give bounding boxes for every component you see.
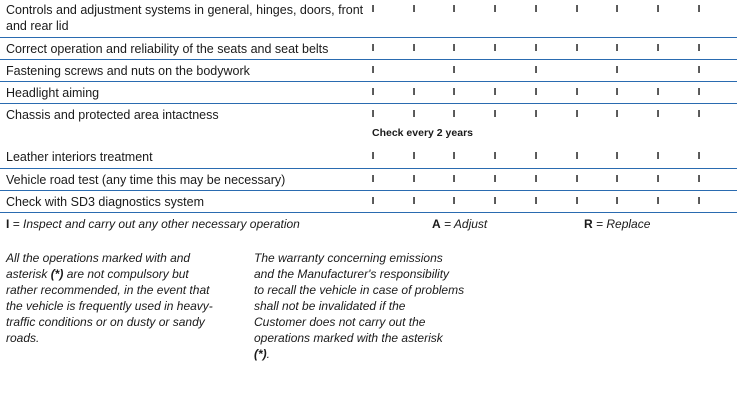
schedule-row-label: Check with SD3 diagnostics system — [6, 195, 204, 209]
interval-mark: I — [697, 174, 701, 185]
interval-mark: I — [656, 4, 660, 15]
interval-mark: I — [575, 196, 579, 207]
interval-mark: I — [371, 109, 375, 120]
interval-mark: I — [493, 87, 497, 98]
interval-mark: I — [452, 65, 456, 76]
schedule-row — [0, 146, 737, 169]
schedule-row — [0, 82, 737, 104]
interval-mark: I — [697, 109, 701, 120]
interval-mark: I — [534, 196, 538, 207]
interval-mark: I — [615, 174, 619, 185]
interval-mark: I — [656, 109, 660, 120]
interval-mark: I — [534, 151, 538, 162]
interval-mark: I — [615, 65, 619, 76]
legend-inspect-key: I — [6, 217, 10, 231]
schedule-row-label: Fastening screws and nuts on the bodywork — [6, 64, 250, 78]
interval-mark: I — [656, 87, 660, 98]
interval-mark: I — [452, 196, 456, 207]
legend-adjust — [432, 216, 487, 232]
interval-mark: I — [371, 43, 375, 54]
interval-mark: I — [412, 174, 416, 185]
interval-mark: I — [575, 174, 579, 185]
schedule-row — [0, 0, 737, 38]
interval-mark: I — [412, 43, 416, 54]
interval-mark: I — [615, 151, 619, 162]
schedule-row-label: Chassis and protected area intactness — [6, 108, 219, 122]
interval-mark: I — [575, 4, 579, 15]
interval-mark: I — [697, 4, 701, 15]
schedule-row-label: Leather interiors treatment — [6, 150, 153, 164]
interval-mark: I — [452, 87, 456, 98]
legend-adjust-key: A — [432, 217, 441, 231]
schedule-row — [0, 60, 737, 82]
schedule-row — [0, 38, 737, 60]
interval-mark: I — [697, 151, 701, 162]
interval-mark: I — [615, 109, 619, 120]
interval-mark: I — [697, 43, 701, 54]
legend-replace-key: R — [584, 217, 593, 231]
interval-mark: I — [575, 109, 579, 120]
interval-mark: I — [534, 109, 538, 120]
interval-mark: I — [371, 4, 375, 15]
interval-mark: I — [534, 4, 538, 15]
interval-mark: I — [412, 151, 416, 162]
schedule-row-label: Correct operation and reliability of the seats and seat belts — [6, 42, 329, 56]
schedule-row — [0, 104, 737, 146]
footnote-right: The warranty concerning emissions and the Manufacturer's responsibility to recall the vehicle in case of problems shall not be invalidated if the Customer does not carry out the operations marked with the asterisk (*). — [254, 251, 465, 361]
interval-mark: I — [575, 151, 579, 162]
interval-mark: I — [656, 43, 660, 54]
interval-mark: I — [575, 87, 579, 98]
interval-mark: I — [615, 196, 619, 207]
interval-mark: I — [412, 87, 416, 98]
interval-mark: I — [412, 109, 416, 120]
schedule-row-label: Controls and adjustment systems in general, hinges, doors, front and rear lid — [6, 3, 364, 33]
interval-mark: I — [452, 4, 456, 15]
legend-adjust-text: = Adjust — [440, 217, 488, 231]
interval-mark: I — [534, 43, 538, 54]
legend-inspect — [6, 216, 300, 232]
legend-replace — [584, 216, 650, 232]
schedule-row-label: Headlight aiming — [6, 86, 100, 100]
interval-mark: I — [615, 43, 619, 54]
interval-mark: I — [452, 151, 456, 162]
interval-mark: I — [493, 196, 497, 207]
interval-mark: I — [534, 65, 538, 76]
interval-mark: I — [697, 87, 701, 98]
legend-replace-text: = Replace — [592, 217, 651, 231]
interval-mark: I — [615, 4, 619, 15]
interval-mark: I — [656, 174, 660, 185]
interval-mark: I — [656, 151, 660, 162]
interval-mark: I — [371, 174, 375, 185]
footnote-left: All the operations marked with and asterisk (*) are not compulsory but rather recommended, in the event that the vehicle is frequently used in heavy- traffic conditions or on dusty or sandy roads. — [6, 251, 213, 345]
interval-mark: I — [493, 109, 497, 120]
interval-mark: I — [371, 87, 375, 98]
schedule-row — [0, 191, 737, 213]
interval-mark: I — [493, 174, 497, 185]
check-every-2-years-note: Check every 2 years — [372, 127, 473, 139]
interval-mark: I — [697, 196, 701, 207]
interval-mark: I — [371, 65, 375, 76]
interval-mark: I — [412, 4, 416, 15]
interval-mark: I — [534, 87, 538, 98]
interval-mark: I — [615, 87, 619, 98]
interval-mark: I — [371, 196, 375, 207]
schedule-row — [0, 169, 737, 191]
interval-mark: I — [452, 109, 456, 120]
interval-mark: I — [656, 196, 660, 207]
interval-mark: I — [412, 196, 416, 207]
interval-mark: I — [493, 43, 497, 54]
interval-mark: I — [493, 151, 497, 162]
interval-mark: I — [371, 151, 375, 162]
interval-mark: I — [575, 43, 579, 54]
interval-mark: I — [697, 65, 701, 76]
schedule-row-label: Vehicle road test (any time this may be necessary) — [6, 173, 286, 187]
legend-inspect-text: = Inspect and carry out any other necessary operation — [9, 217, 300, 231]
interval-mark: I — [452, 174, 456, 185]
interval-mark: I — [493, 4, 497, 15]
interval-mark: I — [534, 174, 538, 185]
interval-mark: I — [452, 43, 456, 54]
